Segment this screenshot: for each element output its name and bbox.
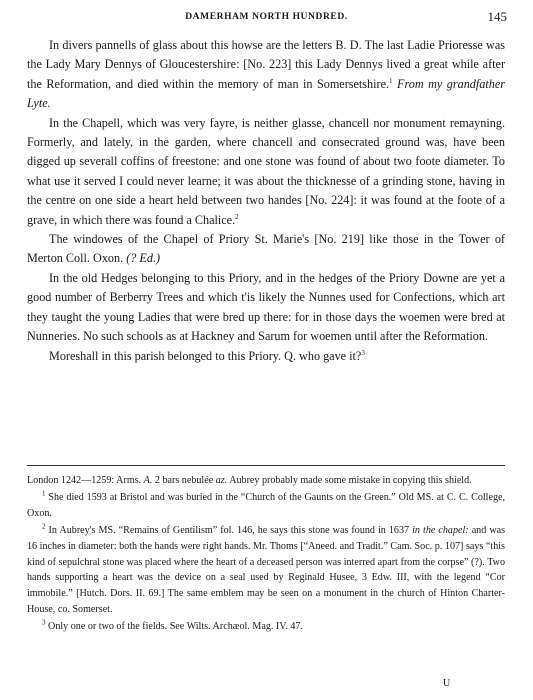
paragraph-1-text: In divers pannells of glass about this howse are the letters B. D. The last Ladie Prioresse was the Lady Mary Dennys of Gloucestershire: [No. 223] this Lady Dennys lived a great while after the Reformation, and died within the memory of man in Somersetshire.: [27, 38, 505, 91]
paragraph-3-text: The windowes of the Chapel of Priory St. Marie's [No. 219] like those in the Tower of Merton Coll. Oxon.: [27, 232, 505, 266]
footnote-1: [27, 490, 505, 522]
main-text: [27, 36, 505, 366]
footnote-ref-3: 3: [361, 348, 365, 357]
footnote-3-text: Only one or two of the fields. See Wilts. Archæol. Mag. IV. 47.: [48, 621, 303, 633]
running-head: [0, 9, 533, 25]
footnote-2-marker: 2: [42, 522, 46, 531]
paragraph-2: [27, 114, 505, 230]
footnote-1-text: She died 1593 at Bristol and was buried in the “Church of the Gaunts on the Green.” Old MS. at C. C. College, Oxon.: [27, 491, 506, 519]
paragraph-5-text: Moreshall in this parish belonged to this Priory. Q. who gave it?: [49, 348, 362, 363]
footnote-3: [27, 619, 505, 635]
running-title: DAMERHAM NORTH HUNDRED.: [185, 12, 348, 22]
footnote-divider: [27, 465, 505, 466]
footnote-arms: London 1242—1259: Arms. A. 2 bars nebulée az. Aubrey probably made some mistake in copying this shield.: [27, 475, 472, 486]
footnote-ref-2: 2: [235, 212, 239, 221]
paragraph-5: [27, 347, 505, 366]
footnote-2: $^2$ In Aubrey's MS. “Remains of Gentilism” fol. 146, he says this stone was found in 1637 in the chapel: and was 16 inches in diameter: both the hands were right hands. Mr. Thoms [“Aneed. and Tradit.” Cam. Soc. p. 107] says “this kind of sepulchral stone was placed where the heart of a deceased person was interred apart from the corpse” (?). Two hands supporting a heart was the device on a seal used by Reginald Husee, 3 Edw. III, with the legend “Cor immobile.” [Hutch. Dors. II. 69.] The same emblem may be seen on a monument in the church of Hinton Charter-House, co. Somerset.: [27, 522, 506, 616]
paragraph-1: [27, 36, 505, 114]
footnote-ref-1: 1: [389, 76, 393, 85]
paragraph-3-editor-note: (? Ed.): [126, 251, 161, 266]
paragraph-1-attribution: From my grandfather Lyte.: [27, 76, 505, 111]
signature-mark: U: [443, 678, 451, 689]
paragraph-3: [27, 230, 505, 269]
footnote-1-marker: 1: [42, 489, 46, 498]
paragraph-2-text: In the Chapell, which was very fayre, is neither glasse, chancell nor monument remayning. Formerly, and lately, in the garden, where chancell and consecrated ground was, have been digged up severall coffins of freestone: and one stone was found of about two foote diameter. To what use it served I could never learne; it was about the thicknesse of a grinding stone, having in the centre on one side a heart held between two handes [No. 224]: it was found at the foote of a grave, in which there was found a Chalice.: [27, 115, 505, 227]
paragraph-4: [27, 269, 505, 347]
page-number: 145: [487, 9, 507, 24]
paragraph-4-text: In the old Hedges belonging to this Priory, and in the hedges of the Priory Downe are yet a good number of Berberry Trees and which t'is likely the Nunnes used for Confections, which art they taught the young Ladies that were bred up there: for in those days the woemen were bred at Nunneries. No such schools as at Hackney and Sarum for woemen until after the Reformation.: [27, 270, 505, 344]
footnotes: [27, 473, 505, 636]
footnote-3-marker: 3: [42, 618, 46, 627]
